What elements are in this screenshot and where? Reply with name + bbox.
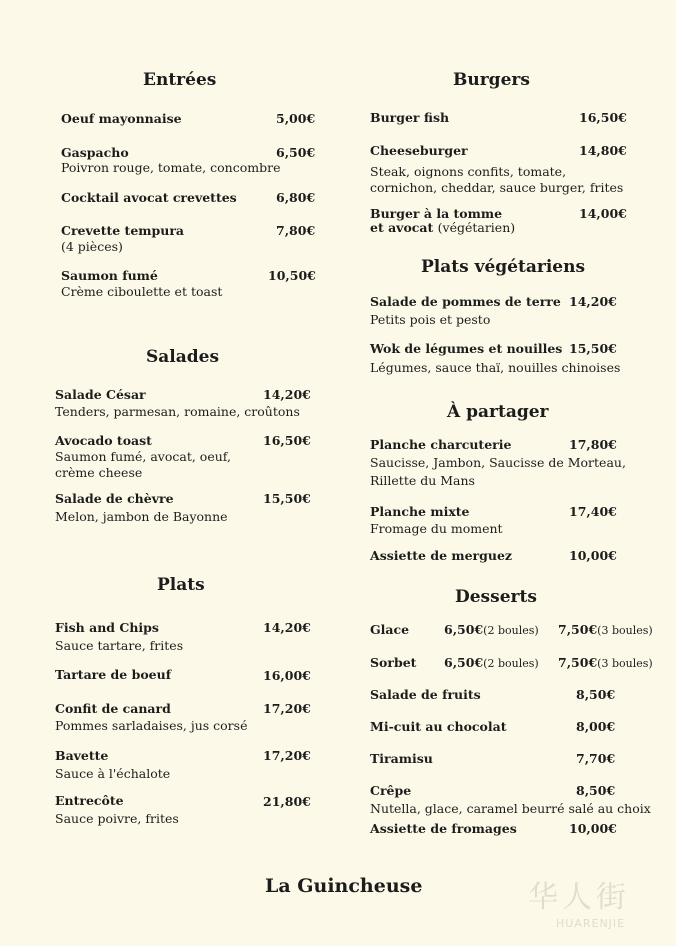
- item-price: 10,00€: [569, 821, 617, 836]
- item-price: 21,80€: [263, 794, 311, 809]
- item-price: 6,50€: [276, 145, 316, 160]
- item-name: Salade César: [55, 387, 146, 402]
- item-description: Sauce poivre, frites: [55, 811, 179, 826]
- item-price: 17,20€: [263, 701, 311, 716]
- section-title-vegetariens: Plats végétariens: [421, 257, 586, 277]
- item-price: 16,50€: [263, 433, 311, 448]
- section-title-salades: Salades: [146, 347, 220, 367]
- item-price: 15,50€: [569, 341, 617, 356]
- item-price: 17,80€: [569, 437, 617, 452]
- item-name: Sorbet: [370, 655, 417, 670]
- item-description: Légumes, sauce thaï, nouilles chinoises: [370, 360, 621, 375]
- item-name: Crevette tempura: [61, 223, 185, 238]
- item-name: Glace: [370, 622, 410, 637]
- section-title-entrees: Entrées: [143, 70, 217, 90]
- item-description: Nutella, glace, caramel beurré salé au choix: [370, 801, 651, 816]
- watermark-text: HUARENJIE: [556, 917, 626, 930]
- item-price: 15,50€: [263, 491, 311, 506]
- item-price: 6,50€: [444, 655, 484, 670]
- item-price: 14,20€: [263, 387, 311, 402]
- item-description-line: cornichon, cheddar, sauce burger, frites: [370, 180, 624, 195]
- item-name: Wok de légumes et nouilles: [370, 341, 563, 356]
- item-price: 14,20€: [569, 294, 617, 309]
- section-title-partager: À partager: [447, 402, 549, 422]
- item-description: Pommes sarladaises, jus corsé: [55, 718, 248, 733]
- item-price: 7,70€: [576, 751, 616, 766]
- item-name: Cocktail avocat crevettes: [61, 190, 237, 205]
- item-name: Fish and Chips: [55, 620, 159, 635]
- item-name: Salade de chèvre: [55, 491, 174, 506]
- item-price: 8,50€: [576, 783, 616, 798]
- item-name: Assiette de merguez: [370, 548, 513, 563]
- watermark-logo: 华人街: [528, 880, 630, 915]
- item-description: Poivron rouge, tomate, concombre: [61, 160, 281, 175]
- item-price: 6,50€: [444, 622, 484, 637]
- item-price: 6,80€: [276, 190, 316, 205]
- item-price: 17,20€: [263, 748, 311, 763]
- item-description: (4 pièces): [61, 239, 123, 254]
- item-name: Planche charcuterie: [370, 437, 512, 452]
- item-name: Burger fish: [370, 110, 450, 125]
- item-description-line: Saucisse, Jambon, Saucisse de Morteau,: [370, 455, 626, 470]
- item-price: 16,50€: [579, 110, 627, 125]
- item-description: Tenders, parmesan, romaine, croûtons: [55, 404, 300, 419]
- item-price: 7,50€: [558, 622, 598, 637]
- item-description-line: crème cheese: [55, 465, 143, 480]
- item-name: Assiette de fromages: [370, 821, 517, 836]
- restaurant-name: La Guincheuse: [265, 875, 423, 897]
- item-price: 5,00€: [276, 111, 316, 126]
- item-name: Gaspacho: [61, 145, 129, 160]
- item-price: 7,80€: [276, 223, 316, 238]
- item-note: (2 boules): [483, 624, 539, 637]
- section-title-burgers: Burgers: [453, 70, 530, 90]
- item-description: Sauce à l'échalote: [55, 766, 171, 781]
- item-description: Petits pois et pesto: [370, 312, 491, 327]
- item-name: Avocado toast: [55, 433, 152, 448]
- item-price-option: [444, 622, 539, 637]
- item-name: Bavette: [55, 748, 109, 763]
- item-price: 10,50€: [268, 268, 316, 283]
- item-name-line2: [370, 220, 515, 235]
- item-description: Sauce tartare, frites: [55, 638, 184, 653]
- section-title-plats: Plats: [157, 575, 205, 595]
- item-name: Salade de pommes de terre: [370, 294, 561, 309]
- item-price: 7,50€: [558, 655, 598, 670]
- item-description-line: Rillette du Mans: [370, 473, 475, 488]
- item-description: Crème ciboulette et toast: [61, 284, 223, 299]
- item-price: 14,00€: [579, 206, 627, 221]
- item-name: Burger à la tomme: [370, 206, 503, 221]
- item-name: Confit de canard: [55, 701, 171, 716]
- item-name: Tartare de boeuf: [55, 667, 172, 682]
- item-name: Oeuf mayonnaise: [61, 111, 182, 126]
- item-price: 8,00€: [576, 719, 616, 734]
- item-price: 8,50€: [576, 687, 616, 702]
- item-description: Melon, jambon de Bayonne: [55, 509, 228, 524]
- item-price-option: [558, 622, 653, 637]
- item-name: Cheeseburger: [370, 143, 468, 158]
- item-name: Planche mixte: [370, 504, 470, 519]
- item-name: Salade de fruits: [370, 687, 481, 702]
- item-note: (3 boules): [597, 624, 653, 637]
- item-price: 14,80€: [579, 143, 627, 158]
- item-price: 14,20€: [263, 620, 311, 635]
- item-name-line2-text: et avocat: [370, 220, 434, 235]
- item-price-option: [444, 655, 539, 670]
- item-note: (3 boules): [597, 657, 653, 670]
- item-price: 17,40€: [569, 504, 617, 519]
- item-description-line: Steak, oignons confits, tomate,: [370, 164, 567, 179]
- item-name: Crêpe: [370, 783, 412, 798]
- item-price: 16,00€: [263, 668, 311, 683]
- item-description-line: Saumon fumé, avocat, oeuf,: [55, 449, 231, 464]
- item-description: Fromage du moment: [370, 521, 503, 536]
- item-price: 10,00€: [569, 548, 617, 563]
- section-title-desserts: Desserts: [455, 587, 537, 607]
- item-name: Saumon fumé: [61, 268, 158, 283]
- item-name: Mi-cuit au chocolat: [370, 719, 507, 734]
- item-name: Tiramisu: [370, 751, 433, 766]
- item-note: (végétarien): [437, 220, 516, 235]
- item-note: (2 boules): [483, 657, 539, 670]
- item-name: Entrecôte: [55, 793, 124, 808]
- item-price-option: [558, 655, 653, 670]
